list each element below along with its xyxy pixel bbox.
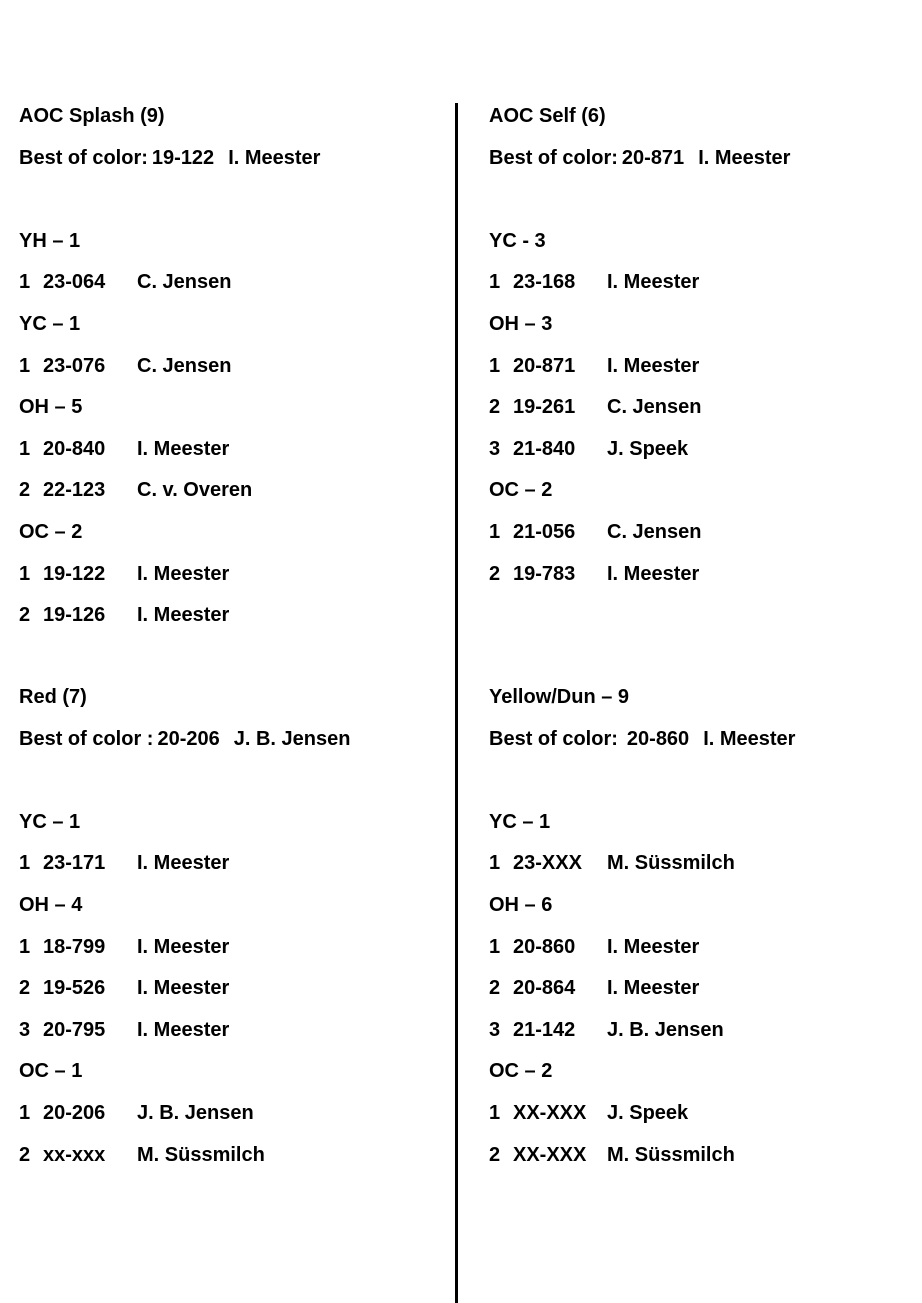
entry-number: 18-799 <box>43 935 106 958</box>
entry-place: 2 <box>489 396 501 419</box>
entry-number: XX-XXX <box>513 1101 587 1124</box>
entry-name: I. Meester <box>137 604 230 627</box>
entry-place: 1 <box>19 935 31 958</box>
best-label: Best of color : <box>19 727 154 750</box>
entry-place: 1 <box>489 852 501 875</box>
entry-place: 3 <box>489 437 501 460</box>
entry-name: J. Speek <box>607 1101 689 1124</box>
entry-name: I. Meester <box>607 271 700 294</box>
entry-place: 1 <box>19 437 31 460</box>
best-of-color <box>19 138 449 180</box>
entry-name: C. Jensen <box>607 520 702 543</box>
class-label: YC – 1 <box>489 810 551 833</box>
entry-place: 1 <box>19 852 31 875</box>
best-label: Best of color: <box>489 727 618 750</box>
entry-row <box>489 512 919 554</box>
entry-row <box>489 927 919 969</box>
class-label: OH – 3 <box>489 312 553 335</box>
entry-number: 23-171 <box>43 852 106 875</box>
entry-place: 1 <box>489 520 501 543</box>
entry-row <box>489 262 919 304</box>
section-yellow-dun <box>489 677 919 1176</box>
entry-row <box>19 1010 449 1052</box>
class-label: OH – 4 <box>19 893 83 916</box>
entry-name: I. Meester <box>137 852 230 875</box>
class-label: YC – 1 <box>19 312 81 335</box>
section-red <box>19 677 449 1176</box>
entry-name: I. Meester <box>607 935 700 958</box>
entry-name: I. Meester <box>137 977 230 1000</box>
class-label: OC – 2 <box>489 1060 553 1083</box>
entry-place: 2 <box>19 1143 31 1166</box>
best-name: I. Meester <box>703 727 796 750</box>
entry-place: 1 <box>19 562 31 585</box>
entry-row <box>489 843 919 885</box>
entry-row <box>19 470 449 512</box>
entry-row <box>489 429 919 471</box>
entry-number: 20-206 <box>43 1101 106 1124</box>
entry-name: I. Meester <box>607 562 700 585</box>
entry-name: C. Jensen <box>607 396 702 419</box>
class-label: OC – 1 <box>19 1060 83 1083</box>
entry-row <box>19 1135 449 1177</box>
entry-name: J. Speek <box>607 437 689 460</box>
class-label: OC – 2 <box>489 479 553 502</box>
class-label: OC – 2 <box>19 520 83 543</box>
entry-number: 19-261 <box>513 396 576 419</box>
best-label: Best of color: <box>489 146 618 169</box>
class-label: OH – 6 <box>489 893 553 916</box>
entry-place: 2 <box>489 977 501 1000</box>
class-label: OH – 5 <box>19 396 83 419</box>
entry-place: 2 <box>19 977 31 1000</box>
best-name: J. B. Jensen <box>233 727 351 750</box>
entry-row <box>489 1093 919 1135</box>
entry-name: M. Süssmilch <box>607 1143 735 1166</box>
entry-name: I. Meester <box>607 354 700 377</box>
entry-number: 20-864 <box>513 977 576 1000</box>
best-value: 20-206 <box>157 727 220 750</box>
entry-name: M. Süssmilch <box>607 852 735 875</box>
best-of-color <box>489 138 919 180</box>
entry-number: 23-076 <box>43 354 106 377</box>
entry-row <box>489 554 919 596</box>
best-value: 20-871 <box>621 146 685 169</box>
entry-place: 1 <box>489 354 501 377</box>
entry-place: 2 <box>489 562 501 585</box>
entry-name: J. B. Jensen <box>607 1018 724 1041</box>
entry-number: 20-860 <box>513 935 576 958</box>
entry-row <box>19 1093 449 1135</box>
best-label: Best of color: <box>19 146 148 169</box>
entry-name: I. Meester <box>607 977 700 1000</box>
best-value: 20-860 <box>626 727 690 750</box>
entry-place: 2 <box>489 1143 501 1166</box>
best-of-color <box>19 719 449 761</box>
entry-number: xx-xxx <box>43 1143 106 1166</box>
entry-place: 2 <box>19 479 31 502</box>
entry-place: 1 <box>489 935 501 958</box>
entry-place: 2 <box>19 604 31 627</box>
entry-row <box>489 346 919 388</box>
entry-row <box>489 387 919 429</box>
entry-number: 19-783 <box>513 562 576 585</box>
section-title: AOC Self (6) <box>489 105 606 127</box>
entry-row <box>19 595 449 637</box>
entry-name: C. v. Overen <box>137 479 253 502</box>
entry-row <box>19 968 449 1010</box>
entry-row <box>19 262 449 304</box>
entry-number: 21-142 <box>513 1018 576 1041</box>
best-name: I. Meester <box>698 146 791 169</box>
entry-row <box>19 927 449 969</box>
class-label: YH – 1 <box>19 229 81 252</box>
entry-row <box>19 554 449 596</box>
entry-name: I. Meester <box>137 437 230 460</box>
column-divider <box>455 103 458 1303</box>
section-title: Yellow/Dun – 9 <box>489 686 630 708</box>
entry-name: C. Jensen <box>137 354 232 377</box>
entry-name: I. Meester <box>137 562 230 585</box>
entry-row <box>489 968 919 1010</box>
entry-place: 1 <box>19 1101 31 1124</box>
class-label: YC - 3 <box>489 229 546 252</box>
entry-number: 19-526 <box>43 977 106 1000</box>
entry-name: I. Meester <box>137 935 230 958</box>
entry-row <box>19 346 449 388</box>
entry-number: 21-840 <box>513 437 576 460</box>
best-name: I. Meester <box>228 146 321 169</box>
entry-number: XX-XXX <box>513 1143 587 1166</box>
entry-number: 19-122 <box>43 562 106 585</box>
entry-place: 3 <box>19 1018 31 1041</box>
entry-place: 3 <box>489 1018 501 1041</box>
entry-number: 23-XXX <box>513 852 582 875</box>
entry-row <box>19 843 449 885</box>
entry-number: 22-123 <box>43 479 106 502</box>
best-of-color <box>489 719 919 761</box>
entry-row <box>489 1135 919 1177</box>
section-title: Red (7) <box>19 686 87 708</box>
entry-number: 23-064 <box>43 271 106 294</box>
section-aoc-self <box>489 96 919 595</box>
entry-name: C. Jensen <box>137 271 232 294</box>
class-label: YC – 1 <box>19 810 81 833</box>
entry-number: 23-168 <box>513 271 576 294</box>
entry-place: 1 <box>19 271 31 294</box>
entry-row <box>489 1010 919 1052</box>
entry-place: 1 <box>19 354 31 377</box>
entry-number: 20-840 <box>43 437 106 460</box>
entry-number: 20-871 <box>513 354 576 377</box>
section-title: AOC Splash (9) <box>19 105 165 127</box>
best-value: 19-122 <box>151 146 215 169</box>
entry-place: 1 <box>489 271 501 294</box>
entry-row <box>19 429 449 471</box>
section-aoc-splash <box>19 96 449 637</box>
entry-number: 20-795 <box>43 1018 106 1041</box>
entry-name: J. B. Jensen <box>137 1101 254 1124</box>
entry-number: 21-056 <box>513 520 576 543</box>
entry-number: 19-126 <box>43 604 106 627</box>
entry-name: M. Süssmilch <box>137 1143 265 1166</box>
entry-name: I. Meester <box>137 1018 230 1041</box>
entry-place: 1 <box>489 1101 501 1124</box>
